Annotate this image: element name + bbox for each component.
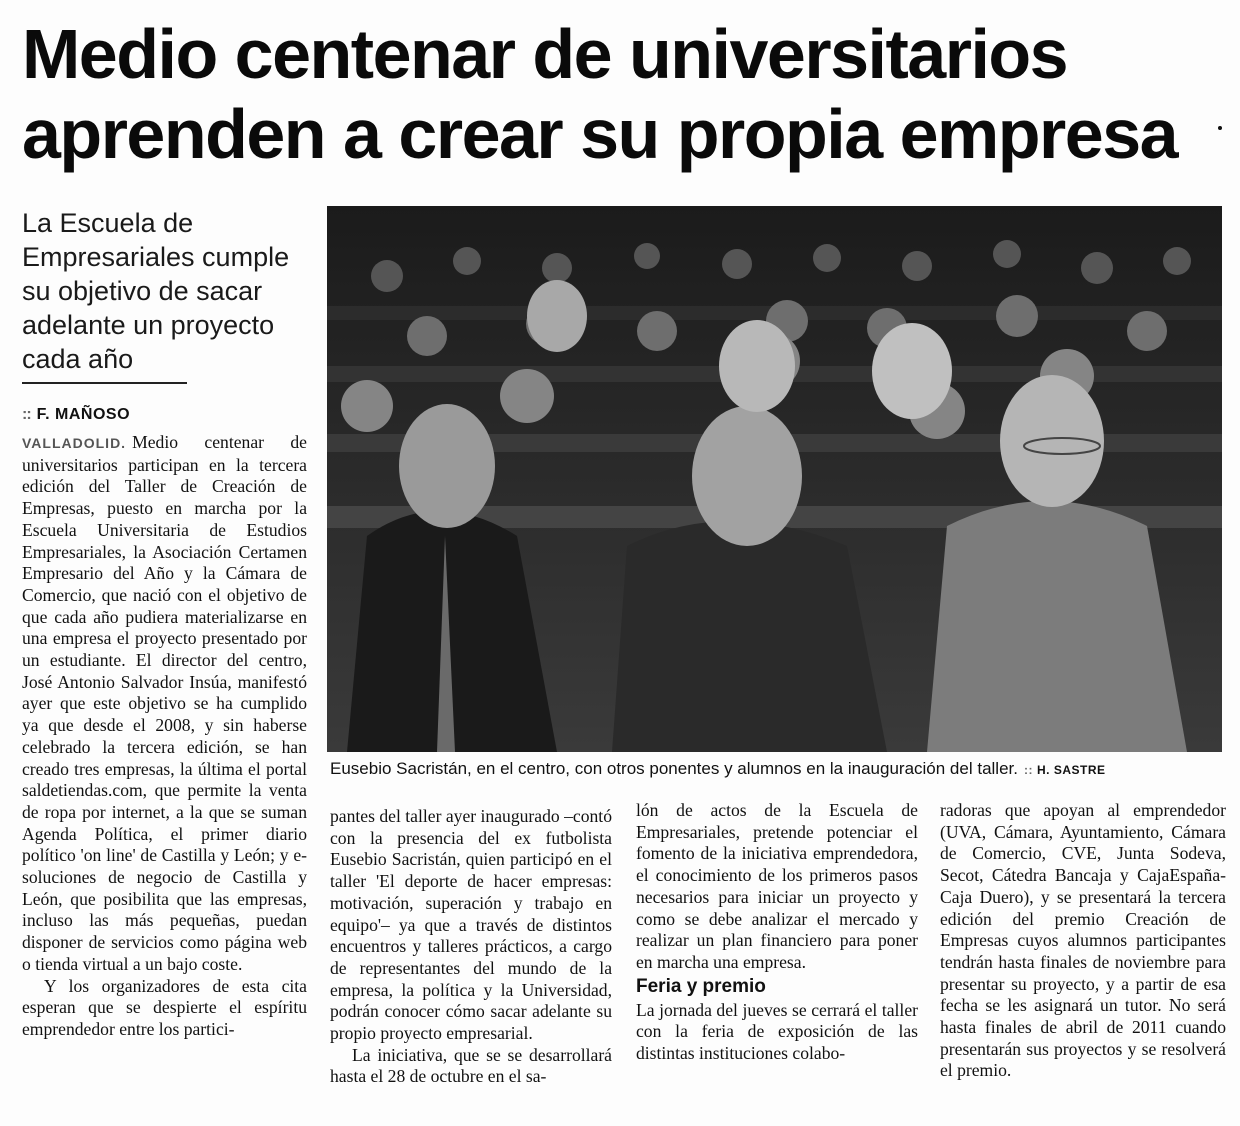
headline-line-1: Medio centenar de universitarios (22, 15, 1068, 93)
dateline: VALLADOLID. (22, 435, 127, 451)
section-subhead: Feria y premio (636, 975, 766, 997)
ornament-dot (1218, 126, 1222, 130)
paragraph: Y los organizadores de esta cita esperan que se despierte el espíritu emprendedor entre los partici- (22, 975, 307, 1039)
caption-text: Eusebio Sacristán, en el centro, con otros ponentes y alumnos en la inauguración del taller. (330, 759, 1018, 778)
photo-caption (330, 758, 1220, 781)
photo-credit (1024, 763, 1106, 777)
paragraph: La iniciativa, que se se desarrollará hasta el 28 de octubre en el sa- (330, 1044, 612, 1087)
paragraph-text: Medio centenar de universitarios participan en la tercera edición del Taller de Creación de Empresas, puesto en marcha por la Escuela Universitaria de Estudios Empresariales, la Asociación Certamen Empresario del Año y la Cámara de Comercio, que nació con el objetivo de que cada año pudiera materializarse en una empresa el proyecto presentado por un estudiante. El director del centro, José Antonio Salvador Insúa, manifestó ayer que este objetivo se ha cumplido ya que desde el 2008, y sin haberse celebrado la tercera edición, se han creado tres empresas, la última el portal saldetiendas.com, que permite la venta de ropa por internet, a la que se suman Agenda Política, el primer diario político 'on line' de Castilla y León; y e-soluciones de negocio de Castilla y León, que posibilita que las empresas, incluso las más pequeñas, puedan disponer de servicios como página web o tienda virtual a un bajo coste. (22, 432, 307, 974)
news-photo (327, 206, 1222, 752)
photo-audience-illustration (327, 206, 1222, 752)
byline-marker: :: (22, 406, 31, 423)
headline (22, 14, 1222, 174)
deck-subtitle: La Escuela de Empresariales cumple su objetivo de sacar adelante un proyecto cada año (22, 208, 290, 374)
column-3 (636, 800, 918, 1065)
column-4 (940, 800, 1226, 1082)
credit-marker: :: (1023, 763, 1033, 777)
byline-author: F. MAÑOSO (36, 406, 131, 423)
byline (22, 406, 322, 424)
paragraph: radoras que apoyan al emprendedor (UVA, Cámara, Ayuntamiento, Cámara de Comercio, CVE, Junta Sodeva, Secot, Cátedra Bancaja y CajaEspaña-Caja Duero), y se presentará la tercera edición del premio Creación de Empresas cuyos alumnos participantes tendrán hasta finales de noviembre para presentar su proyecto, y a partir de esa fecha se les asignará un tutor. No será hasta finales de abril de 2011 cuando presentarán sus proyectos y se resolverá el premio. (940, 800, 1226, 1081)
credit-name: H. SASTRE (1036, 763, 1106, 777)
headline-line-2: aprenden a crear su propia empresa (22, 95, 1178, 173)
deck-rule (22, 382, 187, 384)
paragraph: La jornada del jueves se cerrará el taller con la feria de exposición de las distintas instituciones colabo- (636, 999, 918, 1064)
paragraph: lón de actos de la Escuela de Empresariales, pretende potenciar el fomento de la iniciativa emprendedora, el conocimiento de los primeros pasos necesarios para iniciar un proyecto y como se debe analizar el mercado y realizar un plan financiero para poner en marcha una empresa. (636, 800, 918, 972)
paragraph (22, 432, 307, 976)
paragraph: pantes del taller ayer inaugurado –contó con la presencia del ex futbolista Eusebio Sacristán, quien participó en el taller 'El deporte de hacer empresas: motivación, superación y trabajo en equipo'– ya que a través de distintos encuentros y talleres prácticos, a cargo de representantes del mundo de la empresa, la política y la Universidad, podrán conocer cómo sacar adelante su propio proyecto empresarial. (330, 806, 612, 1044)
column-1 (22, 432, 307, 1041)
column-2 (330, 806, 612, 1088)
